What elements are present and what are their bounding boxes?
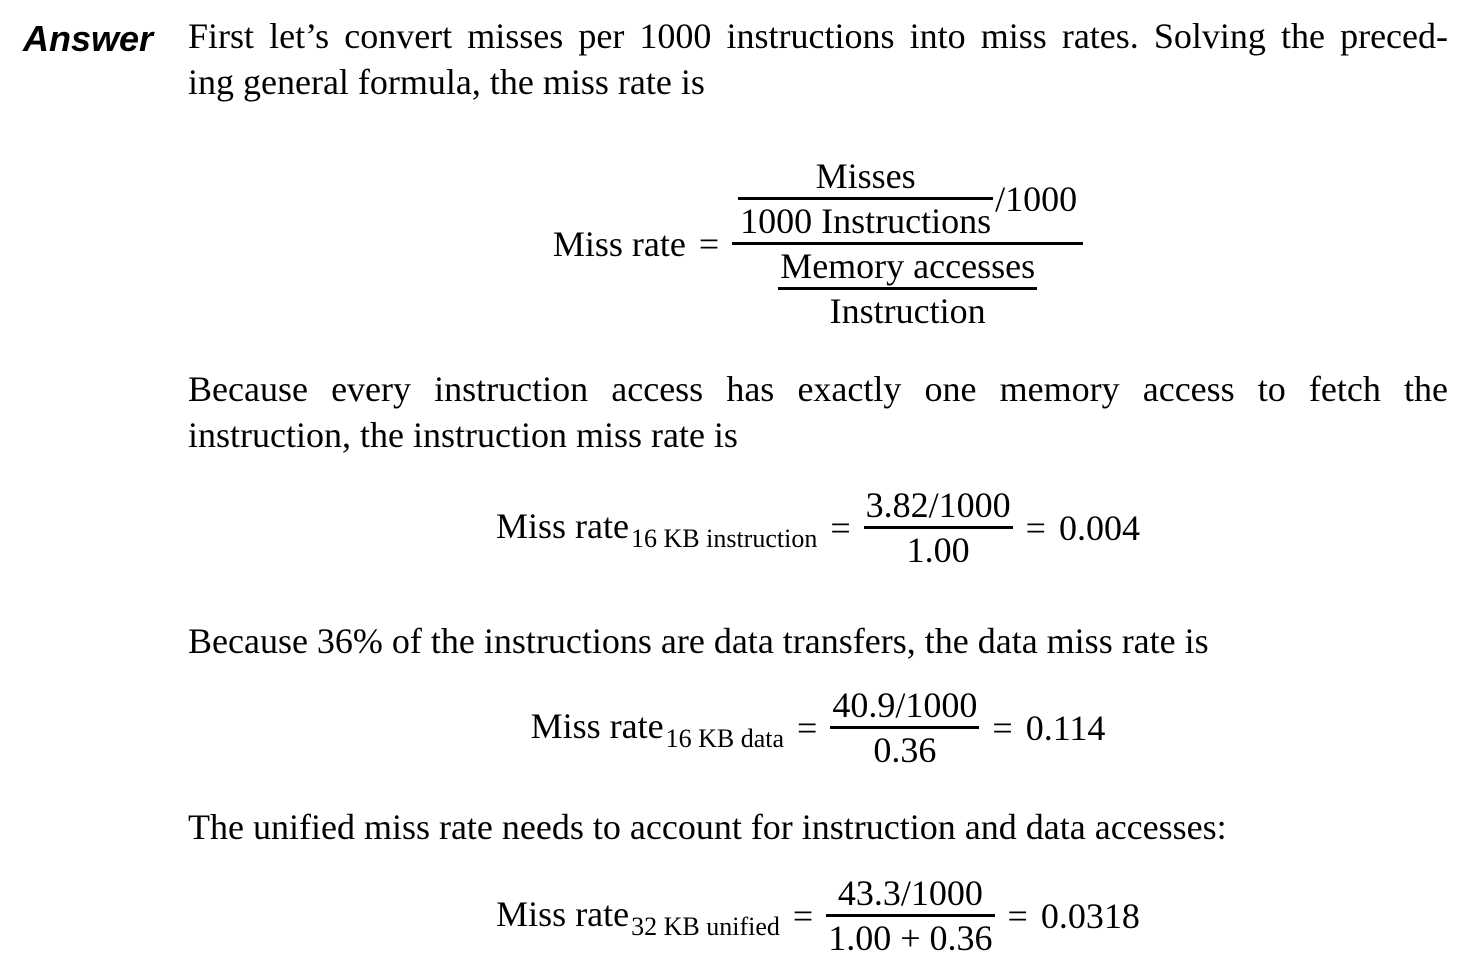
answer-content-column — [188, 0, 1448, 958]
formula-lhs-text: Miss rate — [496, 893, 630, 934]
text-line: ing general formula, the miss rate is — [188, 62, 705, 102]
formula-lhs: Miss rate — [552, 223, 686, 264]
equals-sign: = — [698, 223, 720, 264]
text-line: instruction, the instruction miss rate is — [188, 415, 738, 455]
fraction-denominator: 1.00 + 0.36 — [828, 918, 993, 958]
paragraph-intro — [188, 13, 1448, 105]
text-line: The unified miss rate needs to account for instruction and data accesses: — [188, 807, 1227, 847]
formula-result: 0.004 — [1058, 507, 1140, 548]
equals-sign: = — [1025, 507, 1046, 548]
formula-general-miss-rate — [188, 156, 1448, 331]
text-line: Because 36% of the instructions are data transfers, the data miss rate is — [188, 621, 1209, 661]
formula-lhs — [530, 705, 785, 753]
outer-fraction-numerator — [732, 156, 1083, 241]
equals-sign: = — [797, 707, 818, 748]
fraction-bar — [830, 726, 979, 729]
fraction-numerator: 43.3/1000 — [837, 873, 983, 913]
fraction-bar — [738, 197, 993, 200]
formula-lhs-text: Miss rate — [496, 505, 629, 546]
fraction-numerator: 3.82/1000 — [865, 485, 1011, 525]
formula-data-miss-rate — [188, 685, 1448, 770]
formula-subscript: 16 KB data — [665, 723, 785, 753]
inner-fraction — [738, 156, 993, 241]
outer-fraction-denominator — [772, 246, 1043, 331]
fraction — [864, 485, 1013, 570]
fraction-denominator: 1.00 — [906, 530, 970, 570]
formula-lhs-text: Miss rate — [530, 705, 664, 746]
fraction-bar — [826, 914, 994, 917]
formula-result: 0.0318 — [1040, 895, 1140, 936]
fraction — [830, 685, 979, 770]
inner-fraction-numerator: Misses — [815, 156, 916, 196]
fraction-denominator: 0.36 — [873, 730, 937, 770]
inner-fraction-denominator: 1000 Instructions — [740, 201, 992, 241]
formula-lhs — [496, 893, 780, 941]
fraction-bar — [864, 526, 1013, 529]
paragraph-data-miss — [188, 618, 1448, 664]
equals-sign: = — [830, 507, 851, 548]
fraction-numerator: 40.9/1000 — [832, 685, 978, 725]
formula-subscript: 32 KB unified — [631, 911, 780, 941]
paragraph-instruction-miss — [188, 366, 1448, 458]
fraction — [826, 873, 994, 958]
lower-fraction-numerator: Memory accesses — [780, 246, 1036, 286]
formula-subscript: 16 KB instruction — [631, 523, 818, 553]
text-line: First let’s convert misses per 1000 instructions into miss rates. Solving the preced- — [188, 16, 1448, 56]
lower-fraction-denominator: Instruction — [829, 291, 986, 331]
main-fraction-bar — [732, 242, 1083, 245]
equals-sign: = — [1007, 895, 1028, 936]
formula-unified-miss-rate — [188, 873, 1448, 958]
outer-fraction — [732, 156, 1083, 331]
formula-instruction-miss-rate — [188, 485, 1448, 570]
formula-result: 0.114 — [1025, 707, 1106, 748]
fraction-bar — [778, 287, 1037, 290]
paragraph-unified-miss — [188, 804, 1448, 850]
text-line: Because every instruction access has exactly one memory access to fetch the — [188, 369, 1448, 409]
equals-sign: = — [792, 895, 814, 936]
answer-label: Answer — [23, 18, 154, 59]
equals-sign: = — [992, 707, 1013, 748]
formula-lhs — [496, 505, 818, 553]
lower-fraction — [778, 246, 1037, 331]
per-thousand-divisor: /1000 — [995, 178, 1078, 219]
